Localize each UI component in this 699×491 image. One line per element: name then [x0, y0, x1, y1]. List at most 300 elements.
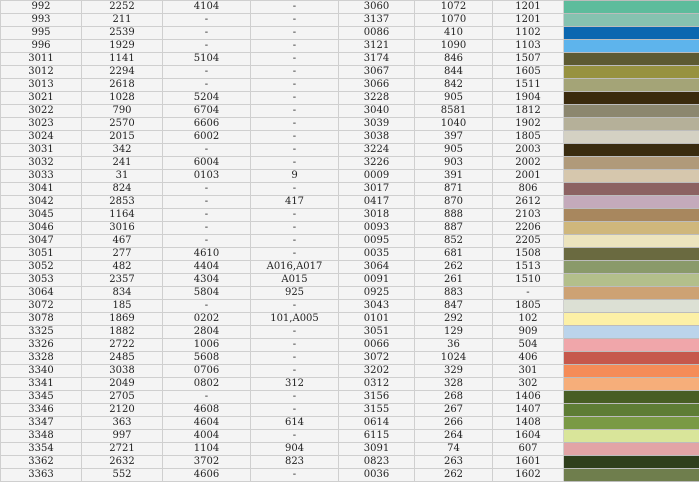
table-cell: 3060 [339, 1, 415, 14]
table-cell: - [251, 222, 339, 235]
color-swatch [564, 209, 699, 222]
table-cell: 268 [415, 391, 493, 404]
table-cell: 4606 [163, 469, 251, 482]
table-cell: 0614 [339, 417, 415, 430]
table-row [1, 27, 699, 40]
table-cell: 2570 [82, 118, 163, 131]
table-cell: - [163, 391, 251, 404]
table-cell: 3053 [1, 274, 82, 287]
table-cell: 328 [415, 378, 493, 391]
table-cell: 2206 [493, 222, 564, 235]
table-cell: - [251, 92, 339, 105]
table-cell: 823 [251, 456, 339, 469]
table-cell: 406 [493, 352, 564, 365]
table-row [1, 404, 699, 417]
table-cell: 8581 [415, 105, 493, 118]
table-cell: 847 [415, 300, 493, 313]
table-cell: 2357 [82, 274, 163, 287]
table-row [1, 352, 699, 365]
table-cell: - [493, 287, 564, 300]
table-row [1, 313, 699, 326]
table-cell: - [163, 79, 251, 92]
color-swatch [564, 352, 699, 365]
table-cell: 3018 [339, 209, 415, 222]
table-cell: 681 [415, 248, 493, 261]
table-cell: 2049 [82, 378, 163, 391]
table-cell: 1104 [163, 443, 251, 456]
table-cell: 3702 [163, 456, 251, 469]
table-cell: 1103 [493, 40, 564, 53]
table-cell: - [251, 118, 339, 131]
table-cell: 1072 [415, 1, 493, 14]
table-cell: 3341 [1, 378, 82, 391]
table-cell: 1604 [493, 430, 564, 443]
table-cell: 824 [82, 183, 163, 196]
table-cell: - [251, 27, 339, 40]
table-row [1, 391, 699, 404]
table-cell: 2485 [82, 352, 163, 365]
table-cell: 870 [415, 196, 493, 209]
table-cell: 3052 [1, 261, 82, 274]
table-cell: 3045 [1, 209, 82, 222]
table-cell: 0925 [339, 287, 415, 300]
table-cell: 0202 [163, 313, 251, 326]
table-cell: 1882 [82, 326, 163, 339]
table-cell: 1869 [82, 313, 163, 326]
table-row [1, 287, 699, 300]
table-cell: 101,A005 [251, 313, 339, 326]
table-cell: - [251, 248, 339, 261]
table-cell: 3051 [339, 326, 415, 339]
table-cell: 3023 [1, 118, 82, 131]
table-cell: 3033 [1, 170, 82, 183]
table-cell: 262 [415, 469, 493, 482]
table-cell: 1805 [493, 131, 564, 144]
table-row [1, 430, 699, 443]
table-cell: 263 [415, 456, 493, 469]
table-cell: 3155 [339, 404, 415, 417]
color-swatch [564, 469, 699, 482]
table-cell: 2252 [82, 1, 163, 14]
table-cell: 0312 [339, 378, 415, 391]
table-cell: 806 [493, 183, 564, 196]
table-cell: 6606 [163, 118, 251, 131]
table-cell: - [251, 339, 339, 352]
table-cell: 410 [415, 27, 493, 40]
table-cell: 4610 [163, 248, 251, 261]
color-swatch [564, 105, 699, 118]
table-cell: - [251, 79, 339, 92]
table-cell: - [251, 404, 339, 417]
color-swatch [564, 92, 699, 105]
table-cell: 1513 [493, 261, 564, 274]
table-cell: 5608 [163, 352, 251, 365]
table-cell: 3067 [339, 66, 415, 79]
table-cell: 1602 [493, 469, 564, 482]
table-cell: - [251, 326, 339, 339]
table-cell: 1201 [493, 1, 564, 14]
table-row [1, 92, 699, 105]
table-cell: 2103 [493, 209, 564, 222]
color-swatch [564, 14, 699, 27]
table-cell: 1511 [493, 79, 564, 92]
color-swatch [564, 27, 699, 40]
table-row [1, 1, 699, 14]
color-swatch [564, 157, 699, 170]
table-row [1, 326, 699, 339]
table-cell: 1201 [493, 14, 564, 27]
table-cell: 834 [82, 287, 163, 300]
table-cell: 1812 [493, 105, 564, 118]
table-cell: 3174 [339, 53, 415, 66]
table-cell: 241 [82, 157, 163, 170]
table-cell: 3156 [339, 391, 415, 404]
table-cell: - [251, 300, 339, 313]
table-cell: 1507 [493, 53, 564, 66]
table-cell: 3031 [1, 144, 82, 157]
table-cell: 3022 [1, 105, 82, 118]
table-row [1, 40, 699, 53]
table-cell: 2001 [493, 170, 564, 183]
table-row [1, 274, 699, 287]
table-cell: 0035 [339, 248, 415, 261]
table-cell: 2120 [82, 404, 163, 417]
table-cell: 1508 [493, 248, 564, 261]
table-row [1, 443, 699, 456]
table-row [1, 248, 699, 261]
table-cell: 3354 [1, 443, 82, 456]
table-cell: 2205 [493, 235, 564, 248]
table-cell: 3016 [82, 222, 163, 235]
table-cell: - [251, 105, 339, 118]
table-cell: 1605 [493, 66, 564, 79]
table-cell: - [163, 66, 251, 79]
table-cell: 312 [251, 378, 339, 391]
table-cell: - [251, 469, 339, 482]
table-cell: - [163, 144, 251, 157]
color-swatch [564, 417, 699, 430]
table-cell: A016,A017 [251, 261, 339, 274]
table-cell: 607 [493, 443, 564, 456]
table-row [1, 118, 699, 131]
color-swatch [564, 40, 699, 53]
table-cell: 3039 [339, 118, 415, 131]
table-cell: 3328 [1, 352, 82, 365]
table-row [1, 378, 699, 391]
table-cell: 0417 [339, 196, 415, 209]
color-swatch [564, 79, 699, 92]
table-cell: 2612 [493, 196, 564, 209]
table-cell: 995 [1, 27, 82, 40]
table-cell: 102 [493, 313, 564, 326]
table-cell: 4104 [163, 1, 251, 14]
table-row [1, 170, 699, 183]
table-cell: - [163, 183, 251, 196]
table-cell: 3347 [1, 417, 82, 430]
table-cell: 871 [415, 183, 493, 196]
table-row [1, 183, 699, 196]
table-cell: 6004 [163, 157, 251, 170]
table-cell: 3011 [1, 53, 82, 66]
table-cell: 0091 [339, 274, 415, 287]
table-cell: 74 [415, 443, 493, 456]
table-cell: - [251, 144, 339, 157]
table-cell: 467 [82, 235, 163, 248]
table-cell: - [251, 391, 339, 404]
table-cell: 266 [415, 417, 493, 430]
table-cell: 993 [1, 14, 82, 27]
table-cell: 0009 [339, 170, 415, 183]
table-cell: 3043 [339, 300, 415, 313]
table-row [1, 417, 699, 430]
table-row [1, 456, 699, 469]
table-row [1, 131, 699, 144]
table-cell: 1090 [415, 40, 493, 53]
table-cell: 790 [82, 105, 163, 118]
table-row [1, 66, 699, 79]
color-swatch [564, 261, 699, 274]
table-row [1, 105, 699, 118]
color-swatch [564, 326, 699, 339]
table-cell: - [251, 352, 339, 365]
table-cell: 3363 [1, 469, 82, 482]
table-cell: 2804 [163, 326, 251, 339]
table-cell: 888 [415, 209, 493, 222]
table-row [1, 79, 699, 92]
table-cell: 36 [415, 339, 493, 352]
table-cell: 0066 [339, 339, 415, 352]
table-cell: 2015 [82, 131, 163, 144]
table-cell: 846 [415, 53, 493, 66]
table-cell: 1904 [493, 92, 564, 105]
table-cell: 1929 [82, 40, 163, 53]
table-cell: 264 [415, 430, 493, 443]
table-cell: 363 [82, 417, 163, 430]
table-cell: 2539 [82, 27, 163, 40]
table-cell: 277 [82, 248, 163, 261]
table-row [1, 53, 699, 66]
color-swatch [564, 183, 699, 196]
table-cell: 883 [415, 287, 493, 300]
table-cell: 4604 [163, 417, 251, 430]
table-cell: 1028 [82, 92, 163, 105]
table-cell: - [163, 209, 251, 222]
table-row [1, 300, 699, 313]
table-cell: 391 [415, 170, 493, 183]
color-swatch [564, 313, 699, 326]
table-row [1, 365, 699, 378]
table-cell: 3345 [1, 391, 82, 404]
table-cell: 2294 [82, 66, 163, 79]
table-cell: - [163, 14, 251, 27]
color-swatch [564, 248, 699, 261]
table-cell: 2003 [493, 144, 564, 157]
table-cell: 2632 [82, 456, 163, 469]
table-cell: 3072 [1, 300, 82, 313]
color-swatch [564, 222, 699, 235]
table-cell: 3064 [1, 287, 82, 300]
table-cell: A015 [251, 274, 339, 287]
table-cell: 129 [415, 326, 493, 339]
table-cell: - [251, 131, 339, 144]
table-cell: 3226 [339, 157, 415, 170]
table-cell: 5204 [163, 92, 251, 105]
table-cell: 417 [251, 196, 339, 209]
color-swatch [564, 339, 699, 352]
table-cell: 1407 [493, 404, 564, 417]
table-cell: 1006 [163, 339, 251, 352]
table-cell: - [163, 40, 251, 53]
table-cell: 3017 [339, 183, 415, 196]
table-cell: 1102 [493, 27, 564, 40]
color-swatch [564, 118, 699, 131]
table-cell: 1408 [493, 417, 564, 430]
table-cell: 3047 [1, 235, 82, 248]
table-cell: 3346 [1, 404, 82, 417]
table-cell: 301 [493, 365, 564, 378]
color-swatch [564, 274, 699, 287]
table-cell: - [251, 1, 339, 14]
table-cell: 904 [251, 443, 339, 456]
table-cell: 3040 [339, 105, 415, 118]
table-row [1, 261, 699, 274]
table-cell: 1040 [415, 118, 493, 131]
table-cell: 397 [415, 131, 493, 144]
table-cell: 844 [415, 66, 493, 79]
table-cell: 3032 [1, 157, 82, 170]
table-cell: 211 [82, 14, 163, 27]
table-cell: - [251, 430, 339, 443]
table-cell: 3051 [1, 248, 82, 261]
table-cell: 4404 [163, 261, 251, 274]
table-cell: 0095 [339, 235, 415, 248]
table-row [1, 222, 699, 235]
table-cell: 4004 [163, 430, 251, 443]
table-cell: 1805 [493, 300, 564, 313]
table-cell: - [251, 235, 339, 248]
table-cell: 0036 [339, 469, 415, 482]
table-cell: 3041 [1, 183, 82, 196]
color-swatch [564, 196, 699, 209]
table-cell: 3228 [339, 92, 415, 105]
table-cell: 1902 [493, 118, 564, 131]
color-swatch [564, 456, 699, 469]
table-cell: 3013 [1, 79, 82, 92]
color-swatch [564, 300, 699, 313]
color-swatch [564, 378, 699, 391]
table-cell: - [251, 53, 339, 66]
table-cell: 614 [251, 417, 339, 430]
table-cell: 3072 [339, 352, 415, 365]
table-cell: 3326 [1, 339, 82, 352]
table-cell: 0093 [339, 222, 415, 235]
table-cell: 905 [415, 144, 493, 157]
table-cell: 1164 [82, 209, 163, 222]
table-cell: 267 [415, 404, 493, 417]
table-cell: 3325 [1, 326, 82, 339]
table-cell: 992 [1, 1, 82, 14]
color-swatch [564, 131, 699, 144]
table-cell: 887 [415, 222, 493, 235]
table-cell: 3024 [1, 131, 82, 144]
table-cell: 9 [251, 170, 339, 183]
table-cell: 3021 [1, 92, 82, 105]
table-cell: 997 [82, 430, 163, 443]
table-cell: 925 [251, 287, 339, 300]
table-cell: 4304 [163, 274, 251, 287]
table-cell: 2853 [82, 196, 163, 209]
color-swatch [564, 287, 699, 300]
table-cell: 3038 [339, 131, 415, 144]
table-row [1, 14, 699, 27]
table-cell: 3348 [1, 430, 82, 443]
table-cell: 3042 [1, 196, 82, 209]
table-row [1, 469, 699, 482]
table-cell: 262 [415, 261, 493, 274]
table-cell: 3340 [1, 365, 82, 378]
table-cell: - [163, 196, 251, 209]
table-cell: - [251, 66, 339, 79]
table-cell: 2618 [82, 79, 163, 92]
table-cell: 4608 [163, 404, 251, 417]
color-swatch [564, 66, 699, 79]
table-cell: 6002 [163, 131, 251, 144]
table-cell: 342 [82, 144, 163, 157]
table-cell: 2705 [82, 391, 163, 404]
table-cell: 2721 [82, 443, 163, 456]
table-cell: 3012 [1, 66, 82, 79]
table-cell: 1510 [493, 274, 564, 287]
table-row [1, 144, 699, 157]
table-cell: - [163, 235, 251, 248]
table-cell: 3362 [1, 456, 82, 469]
table-cell: 3066 [339, 79, 415, 92]
table-cell: 909 [493, 326, 564, 339]
table-cell: - [251, 209, 339, 222]
table-cell: 552 [82, 469, 163, 482]
table-row [1, 235, 699, 248]
table-cell: 3064 [339, 261, 415, 274]
color-swatch [564, 430, 699, 443]
table-cell: 0103 [163, 170, 251, 183]
color-swatch [564, 53, 699, 66]
table-cell: 5804 [163, 287, 251, 300]
table-cell: 3137 [339, 14, 415, 27]
table-cell: 3078 [1, 313, 82, 326]
table-cell: 185 [82, 300, 163, 313]
table-cell: 1141 [82, 53, 163, 66]
table-cell: 905 [415, 92, 493, 105]
table-cell: 996 [1, 40, 82, 53]
table-cell: 3038 [82, 365, 163, 378]
color-swatch [564, 235, 699, 248]
table-cell: 2722 [82, 339, 163, 352]
table-cell: 1601 [493, 456, 564, 469]
table-cell: - [163, 27, 251, 40]
table-cell: - [251, 157, 339, 170]
table-row [1, 157, 699, 170]
table-cell: 482 [82, 261, 163, 274]
table-cell: 1406 [493, 391, 564, 404]
table-cell: 261 [415, 274, 493, 287]
table-cell: 3046 [1, 222, 82, 235]
table-cell: - [163, 300, 251, 313]
color-swatch [564, 391, 699, 404]
table-cell: 1024 [415, 352, 493, 365]
table-cell: 6704 [163, 105, 251, 118]
table-cell: 2002 [493, 157, 564, 170]
table-cell: 3121 [339, 40, 415, 53]
